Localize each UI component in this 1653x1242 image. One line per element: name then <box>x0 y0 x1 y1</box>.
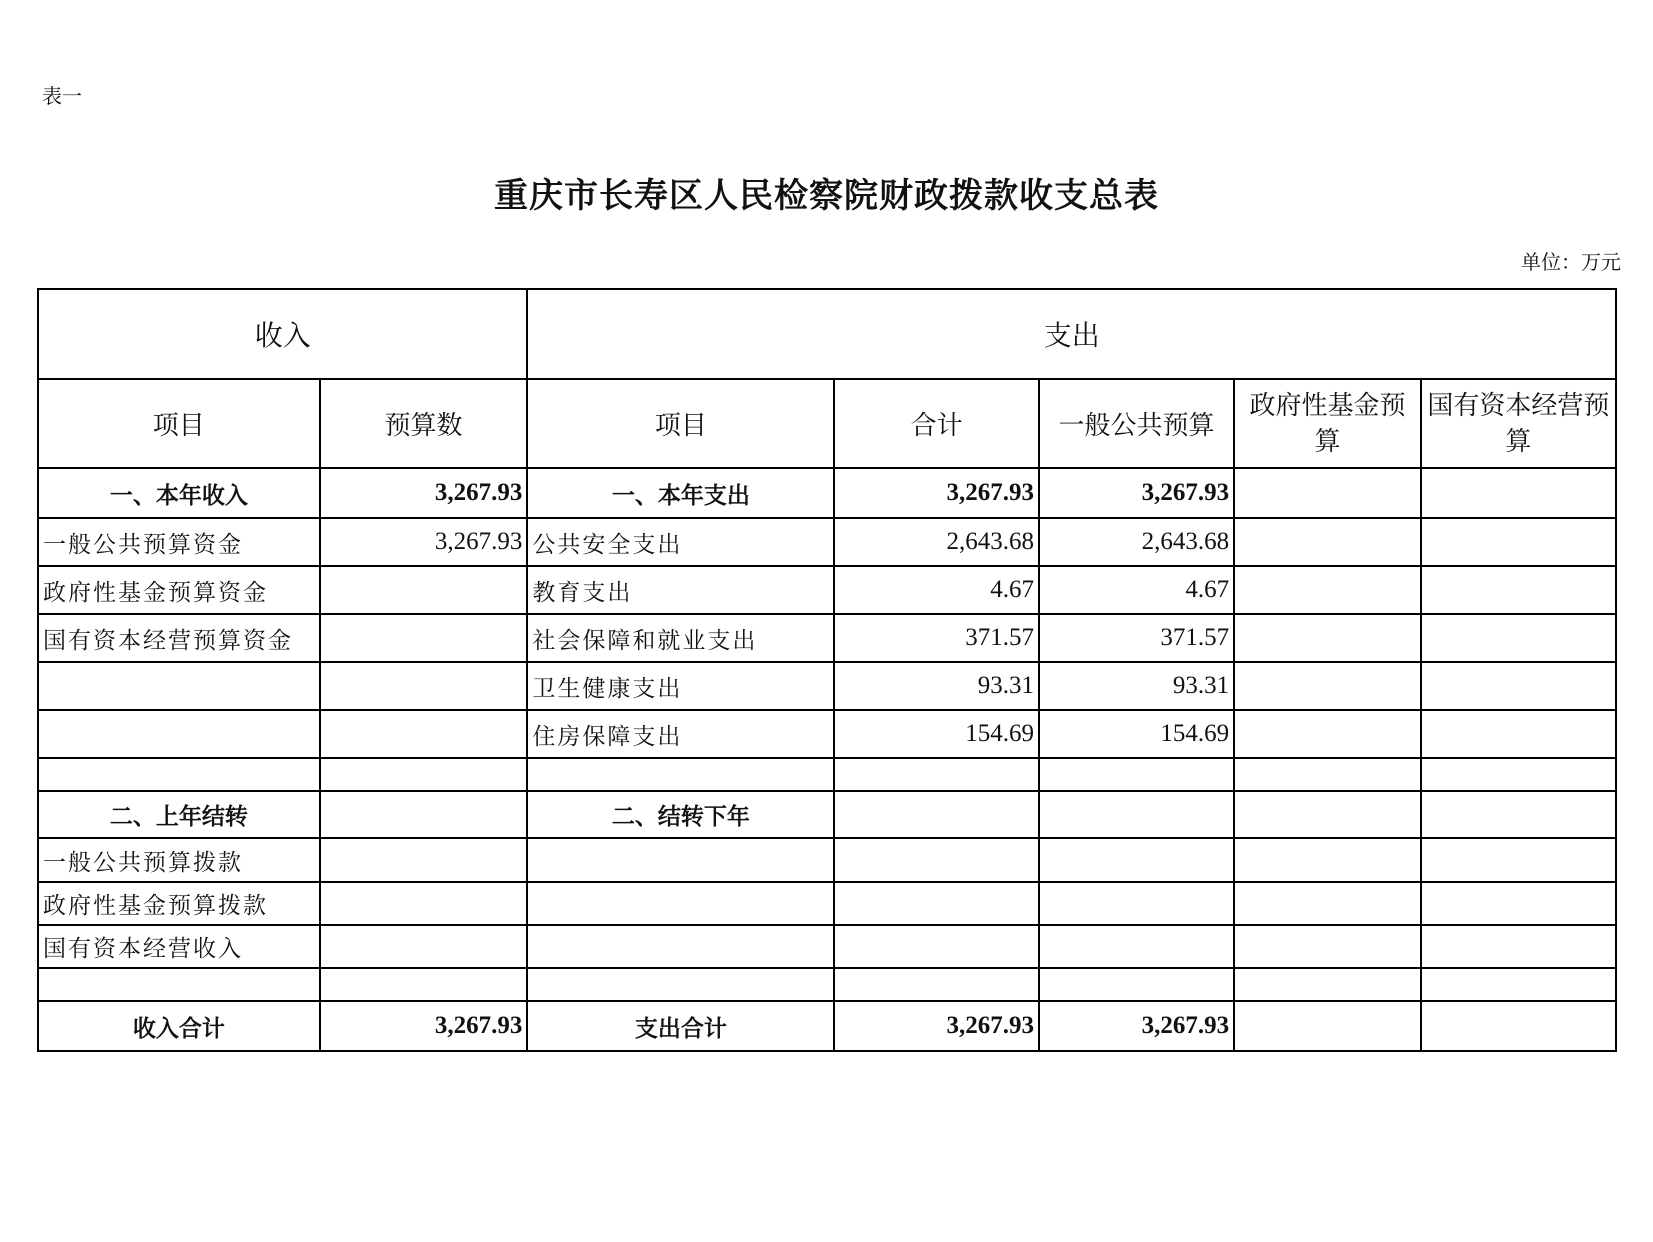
expense-total-cell: 93.31 <box>834 662 1039 710</box>
state-capital-cell <box>1421 566 1616 614</box>
general-budget-cell <box>1039 791 1234 838</box>
general-budget-cell <box>1039 882 1234 925</box>
expense-item-cell: 一、本年支出 <box>527 468 834 518</box>
state-capital-cell <box>1421 968 1616 1001</box>
income-amount-cell <box>320 791 528 838</box>
expense-item-header: 项目 <box>527 379 834 468</box>
expense-item-cell <box>527 925 834 968</box>
income-amount-cell: 3,267.93 <box>320 518 528 566</box>
expense-total-cell: 154.69 <box>834 710 1039 758</box>
expense-item-cell: 二、结转下年 <box>527 791 834 838</box>
total-header: 合计 <box>834 379 1039 468</box>
state-capital-cell <box>1421 468 1616 518</box>
income-item-cell: 收入合计 <box>38 1001 320 1051</box>
state-capital-cell <box>1421 518 1616 566</box>
income-amount-cell: 3,267.93 <box>320 468 528 518</box>
table-row <box>38 791 1616 838</box>
gov-fund-cell <box>1234 968 1421 1001</box>
income-item-cell <box>38 968 320 1001</box>
gov-fund-cell <box>1234 758 1421 791</box>
expense-total-cell: 2,643.68 <box>834 518 1039 566</box>
table-row <box>38 838 1616 882</box>
general-budget-cell <box>1039 925 1234 968</box>
gov-fund-cell <box>1234 838 1421 882</box>
table-row <box>38 468 1616 518</box>
header-row-sub <box>38 379 1616 468</box>
expense-item-cell <box>527 758 834 791</box>
general-budget-cell: 4.67 <box>1039 566 1234 614</box>
expense-total-cell <box>834 791 1039 838</box>
table-row <box>38 614 1616 662</box>
gov-fund-cell <box>1234 566 1421 614</box>
income-amount-cell: 3,267.93 <box>320 1001 528 1051</box>
expense-item-cell: 卫生健康支出 <box>527 662 834 710</box>
state-capital-cell <box>1421 614 1616 662</box>
budget-table <box>37 288 1617 1052</box>
income-header: 收入 <box>38 289 527 379</box>
expense-total-cell: 371.57 <box>834 614 1039 662</box>
table-row <box>38 882 1616 925</box>
table-row <box>38 518 1616 566</box>
gov-fund-cell <box>1234 710 1421 758</box>
document-title: 重庆市长寿区人民检察院财政拨款收支总表 <box>494 176 1159 216</box>
income-amount-cell <box>320 614 528 662</box>
gov-fund-header: 政府性基金预算 <box>1234 379 1421 468</box>
general-budget-cell <box>1039 838 1234 882</box>
expense-total-cell <box>834 882 1039 925</box>
budget-amount-header: 预算数 <box>320 379 528 468</box>
general-budget-cell <box>1039 968 1234 1001</box>
table-row <box>38 710 1616 758</box>
unit-label: 单位：万元 <box>1521 250 1621 274</box>
expense-item-cell <box>527 882 834 925</box>
state-capital-cell <box>1421 1001 1616 1051</box>
gov-fund-cell <box>1234 882 1421 925</box>
general-budget-cell: 3,267.93 <box>1039 468 1234 518</box>
state-capital-cell <box>1421 882 1616 925</box>
expense-item-cell: 支出合计 <box>527 1001 834 1051</box>
general-budget-cell: 154.69 <box>1039 710 1234 758</box>
income-item-cell <box>38 758 320 791</box>
gov-fund-cell <box>1234 468 1421 518</box>
general-budget-cell: 93.31 <box>1039 662 1234 710</box>
income-item-cell: 一般公共预算拨款 <box>38 838 320 882</box>
expense-total-cell: 3,267.93 <box>834 468 1039 518</box>
income-item-cell: 国有资本经营预算资金 <box>38 614 320 662</box>
state-capital-cell <box>1421 925 1616 968</box>
expense-item-cell: 住房保障支出 <box>527 710 834 758</box>
income-item-header: 项目 <box>38 379 320 468</box>
expense-item-cell: 公共安全支出 <box>527 518 834 566</box>
expense-item-cell: 社会保障和就业支出 <box>527 614 834 662</box>
income-amount-cell <box>320 838 528 882</box>
header-row-top <box>38 289 1616 379</box>
state-capital-header: 国有资本经营预算 <box>1421 379 1616 468</box>
general-budget-cell: 2,643.68 <box>1039 518 1234 566</box>
income-item-cell <box>38 710 320 758</box>
table-row <box>38 566 1616 614</box>
table-row <box>38 662 1616 710</box>
table-row <box>38 758 1616 791</box>
gov-fund-cell <box>1234 1001 1421 1051</box>
state-capital-cell <box>1421 791 1616 838</box>
income-item-cell <box>38 662 320 710</box>
general-budget-header: 一般公共预算 <box>1039 379 1234 468</box>
gov-fund-cell <box>1234 662 1421 710</box>
gov-fund-cell <box>1234 925 1421 968</box>
income-item-cell: 二、上年结转 <box>38 791 320 838</box>
income-amount-cell <box>320 566 528 614</box>
expense-item-cell <box>527 968 834 1001</box>
table-row <box>38 925 1616 968</box>
income-item-cell: 国有资本经营收入 <box>38 925 320 968</box>
income-item-cell: 一般公共预算资金 <box>38 518 320 566</box>
gov-fund-cell <box>1234 791 1421 838</box>
state-capital-cell <box>1421 758 1616 791</box>
income-amount-cell <box>320 710 528 758</box>
state-capital-cell <box>1421 838 1616 882</box>
income-item-cell: 政府性基金预算拨款 <box>38 882 320 925</box>
general-budget-cell <box>1039 758 1234 791</box>
income-amount-cell <box>320 758 528 791</box>
income-amount-cell <box>320 882 528 925</box>
expense-total-cell <box>834 758 1039 791</box>
income-amount-cell <box>320 662 528 710</box>
income-amount-cell <box>320 968 528 1001</box>
table-row <box>38 1001 1616 1051</box>
expense-item-cell: 教育支出 <box>527 566 834 614</box>
general-budget-cell: 371.57 <box>1039 614 1234 662</box>
table-number: 表一 <box>42 84 82 108</box>
table-body <box>38 289 1616 1051</box>
income-item-cell: 政府性基金预算资金 <box>38 566 320 614</box>
expense-item-cell <box>527 838 834 882</box>
expense-total-cell <box>834 968 1039 1001</box>
gov-fund-cell <box>1234 614 1421 662</box>
income-item-cell: 一、本年收入 <box>38 468 320 518</box>
expense-total-cell: 3,267.93 <box>834 1001 1039 1051</box>
expense-total-cell <box>834 925 1039 968</box>
expense-header: 支出 <box>527 289 1616 379</box>
gov-fund-cell <box>1234 518 1421 566</box>
income-amount-cell <box>320 925 528 968</box>
general-budget-cell: 3,267.93 <box>1039 1001 1234 1051</box>
table-row <box>38 968 1616 1001</box>
state-capital-cell <box>1421 710 1616 758</box>
expense-total-cell: 4.67 <box>834 566 1039 614</box>
state-capital-cell <box>1421 662 1616 710</box>
expense-total-cell <box>834 838 1039 882</box>
